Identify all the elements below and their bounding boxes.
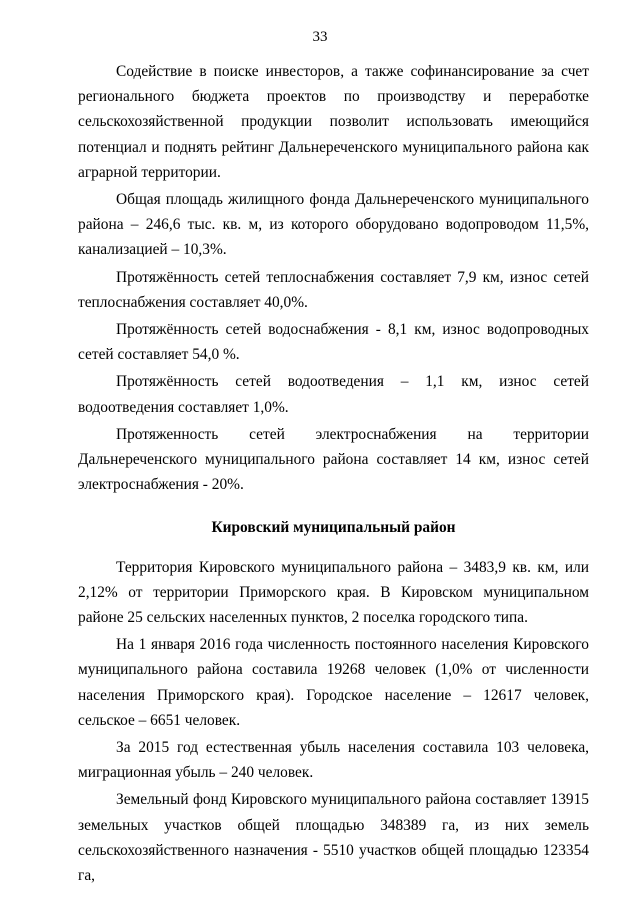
paragraph-population: На 1 января 2016 года численность постоянного населения Кировского муниципального района составила 19268 человек (1,0% от численности населения Приморского края). Городское население – 12617 человек, сельское – 6651 человек. [78,636,589,729]
section-heading: Кировский муниципальный район [211,519,456,537]
paragraph-heating-networks: Протяжённость сетей теплоснабжения составляет 7,9 км, износ сетей теплоснабжения составляет 40,0%. [78,268,589,311]
paragraph-water-supply-networks: Протяжённость сетей водоснабжения - 8,1 км, износ водопроводных сетей составляет 54,0 %. [78,321,589,364]
paragraph-power-networks: Протяженность сетей электроснабжения на территории Дальнереченского муниципального района составляет 14 км, износ сетей электроснабжения - 20%. [78,425,589,494]
paragraph-land-fund: Земельный фонд Кировского муниципального района составляет 13915 земельных участков общей площадью 348389 га, из них земель сельскохозяйственного назначения - 5510 участков общей площадью 123354 га, [78,791,589,885]
paragraph-investors: Содействие в поиске инвесторов, а также софинансирование за счет регионального бюджета проектов по производству и переработке сельскохозяйственной продукции позволит использовать имеющийся потенциал и поднять рейтинг Дальнереченского муниципального района как аграрной территории. [78,63,589,181]
paragraph-housing-fund: Общая площадь жилищного фонда Дальнереченского муниципального района – 246,6 тыс. кв. м, из которого оборудовано водопроводом 11,5%, канализацией – 10,3%. [78,191,589,259]
document-body [78,59,589,888]
paragraph-population-decline: За 2015 год естественная убыль населения составила 103 человека, миграционная убыль – 240 человек. [78,739,589,782]
page-number: 33 [312,29,328,45]
paragraph-territory: Территория Кировского муниципального района – 3483,9 кв. км, или 2,12% от территории Приморского края. В Кировском муниципальном районе 25 сельских населенных пунктов, 2 поселка городского типа. [78,558,589,627]
paragraph-sewerage-networks: Протяжённость сетей водоотведения – 1,1 км, износ сетей водоотведения составляет 1,0%. [78,373,589,416]
